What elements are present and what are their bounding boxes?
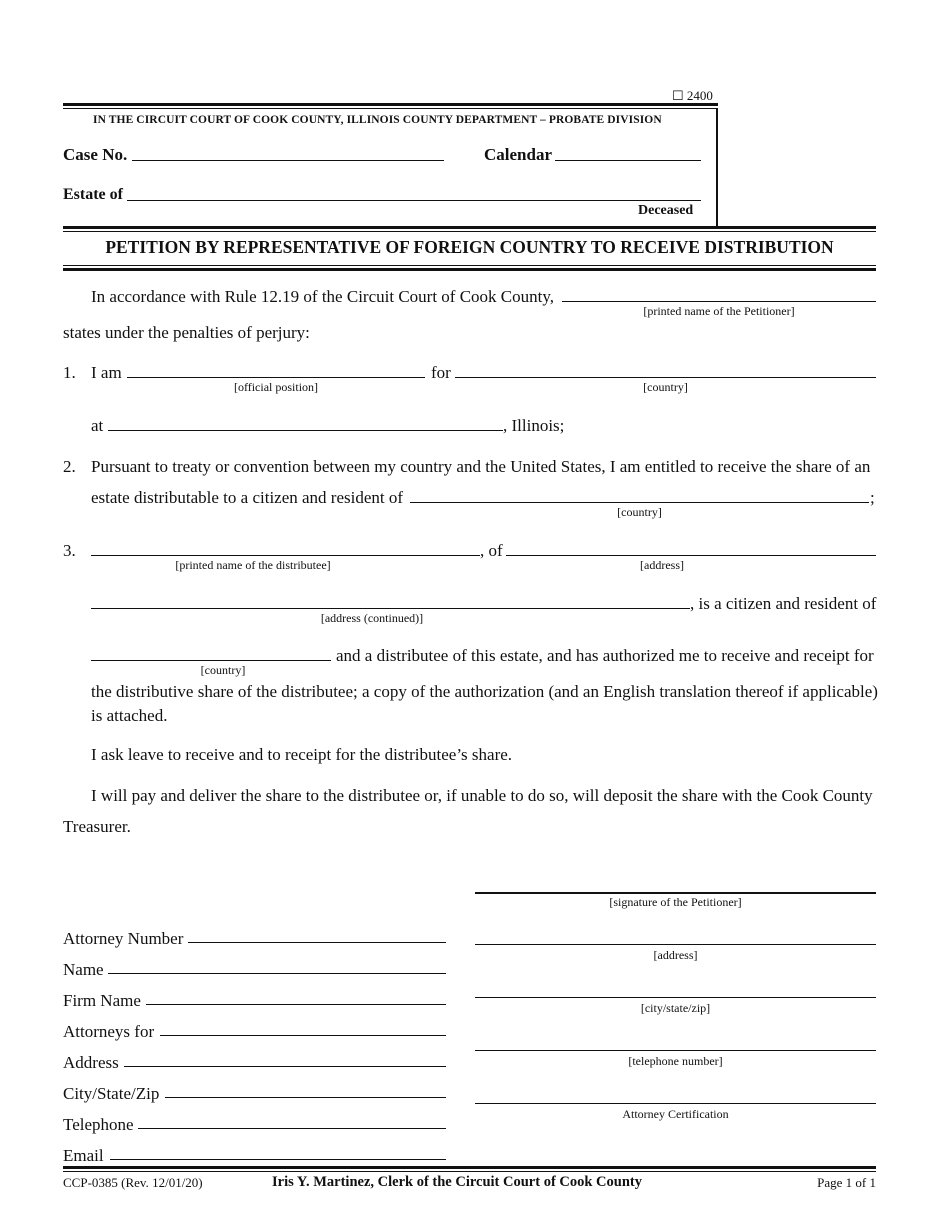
item1-number: 1. bbox=[63, 363, 76, 382]
firm-name-label: Firm Name bbox=[63, 991, 141, 1010]
item2-country-field[interactable] bbox=[410, 502, 869, 503]
item1-for: for bbox=[431, 363, 451, 382]
petitioner-name-field[interactable] bbox=[562, 301, 876, 302]
intro-continuation: states under the penalties of perjury: bbox=[63, 323, 310, 342]
form-code-checkbox[interactable]: ☐ bbox=[672, 88, 684, 103]
attorney-certification-field[interactable] bbox=[475, 1103, 876, 1104]
title-top-rule-thin bbox=[63, 231, 876, 232]
attorney-email-field[interactable] bbox=[110, 1159, 446, 1160]
petitioner-phone-field[interactable] bbox=[475, 1050, 876, 1051]
attorneys-for-field[interactable] bbox=[160, 1035, 446, 1036]
item1-i-am: I am bbox=[91, 363, 122, 382]
court-heading: IN THE CIRCUIT COURT OF COOK COUNTY, ILLINOIS COUNTY DEPARTMENT – PROBATE DIVISION bbox=[93, 114, 662, 126]
distributee-address-cont-field[interactable] bbox=[91, 608, 690, 609]
attorney-city-label: City/State/Zip bbox=[63, 1084, 160, 1103]
attorney-telephone-field[interactable] bbox=[138, 1128, 446, 1129]
footer-page: Page 1 of 1 bbox=[817, 1175, 876, 1190]
petition-title: PETITION BY REPRESENTATIVE OF FOREIGN COUNTRY TO RECEIVE DISTRIBUTION bbox=[105, 237, 834, 257]
item2-line2: estate distributable to a citizen and resident of bbox=[91, 488, 404, 507]
calendar-field[interactable] bbox=[555, 160, 701, 161]
distributee-address-field[interactable] bbox=[506, 555, 876, 556]
attorney-city-field[interactable] bbox=[165, 1097, 446, 1098]
attorney-name-field[interactable] bbox=[108, 973, 446, 974]
distributee-country-hint: [country] bbox=[200, 663, 246, 677]
attorney-name-label: Name bbox=[63, 960, 104, 979]
item3-line-a: the distributive share of the distributee; a copy of the authorization (and an English translation thereof if applicable) bbox=[91, 682, 878, 701]
item2-semicolon: ; bbox=[870, 488, 875, 507]
distributee-country-field[interactable] bbox=[91, 660, 331, 661]
attorney-number-label: Attorney Number bbox=[63, 929, 184, 948]
petitioner-phone-hint: [telephone number] bbox=[628, 1054, 723, 1068]
attorney-certification-label: Attorney Certification bbox=[622, 1107, 729, 1121]
item1-country-hint: [country] bbox=[643, 380, 688, 394]
item1-at: at bbox=[91, 416, 104, 435]
item3-distributee-text: and a distributee of this estate, and has authorized me to receive and receipt for bbox=[336, 646, 874, 665]
distributee-address-hint: [address] bbox=[640, 558, 684, 572]
petitioner-address-field[interactable] bbox=[475, 944, 876, 945]
footer-rule bbox=[63, 1166, 876, 1169]
official-position-field[interactable] bbox=[127, 377, 425, 378]
item3-citizen-text: , is a citizen and resident of bbox=[690, 594, 877, 613]
form-code-number: 2400 bbox=[686, 88, 713, 103]
header-top-rule bbox=[63, 103, 718, 106]
item1-location-field[interactable] bbox=[108, 430, 503, 431]
item3-line-b: is attached. bbox=[91, 706, 168, 725]
deceased-label: Deceased bbox=[638, 203, 694, 218]
title-bottom-rule-thin bbox=[63, 265, 876, 266]
item3-of: , of bbox=[480, 541, 503, 560]
signature-hint: [signature of the Petitioner] bbox=[609, 895, 742, 909]
footer-rule-thin bbox=[63, 1171, 876, 1172]
estate-of-label: Estate of bbox=[63, 186, 123, 203]
case-no-field[interactable] bbox=[132, 160, 444, 161]
distributee-address-cont-hint: [address (continued)] bbox=[320, 611, 424, 625]
title-top-rule bbox=[63, 226, 876, 229]
attorney-email-label: Email bbox=[63, 1146, 104, 1165]
official-position-hint: [official position] bbox=[233, 380, 319, 394]
firm-name-field[interactable] bbox=[146, 1004, 446, 1005]
signature-line[interactable] bbox=[475, 892, 876, 894]
petitioner-address-hint: [address] bbox=[653, 948, 698, 962]
item3-number: 3. bbox=[63, 541, 76, 560]
item2-country-hint: [country] bbox=[617, 505, 662, 519]
header-top-rule-thin bbox=[63, 108, 718, 109]
footer-clerk: Iris Y. Martinez, Clerk of the Circuit Court of Cook County bbox=[272, 1174, 642, 1190]
pay-text-line1: I will pay and deliver the share to the distributee or, if unable to do so, will deposit the share with the Cook County bbox=[91, 786, 873, 805]
leave-text: I ask leave to receive and to receipt for the distributee’s share. bbox=[91, 745, 513, 764]
item2-line1: Pursuant to treaty or convention between my country and the United States, I am entitled to receive the share of an bbox=[91, 457, 871, 476]
item2-number: 2. bbox=[63, 457, 76, 476]
footer-form-id: CCP-0385 (Rev. 12/01/20) bbox=[63, 1175, 203, 1190]
attorney-address-label: Address bbox=[63, 1053, 119, 1072]
attorneys-for-label: Attorneys for bbox=[63, 1022, 155, 1041]
case-no-label: Case No. bbox=[63, 145, 128, 164]
form-code bbox=[672, 88, 713, 104]
petitioner-name-hint: [printed name of the Petitioner] bbox=[643, 304, 795, 318]
estate-of-field[interactable] bbox=[127, 200, 701, 201]
item1-illinois: , Illinois; bbox=[503, 416, 565, 435]
pay-text-line2: Treasurer. bbox=[63, 817, 131, 836]
attorney-telephone-label: Telephone bbox=[63, 1115, 134, 1134]
header-right-border bbox=[716, 108, 718, 226]
item1-country-field[interactable] bbox=[455, 377, 876, 378]
title-bottom-rule bbox=[63, 268, 876, 271]
attorney-address-field[interactable] bbox=[124, 1066, 446, 1067]
attorney-number-field[interactable] bbox=[188, 942, 446, 943]
distributee-name-hint: [printed name of the distributee] bbox=[175, 558, 331, 572]
intro-text: In accordance with Rule 12.19 of the Circuit Court of Cook County, bbox=[91, 287, 555, 306]
petitioner-city-field[interactable] bbox=[475, 997, 876, 998]
petitioner-city-hint: [city/state/zip] bbox=[640, 1001, 711, 1015]
calendar-label: Calendar bbox=[484, 145, 552, 164]
distributee-name-field[interactable] bbox=[91, 555, 480, 556]
